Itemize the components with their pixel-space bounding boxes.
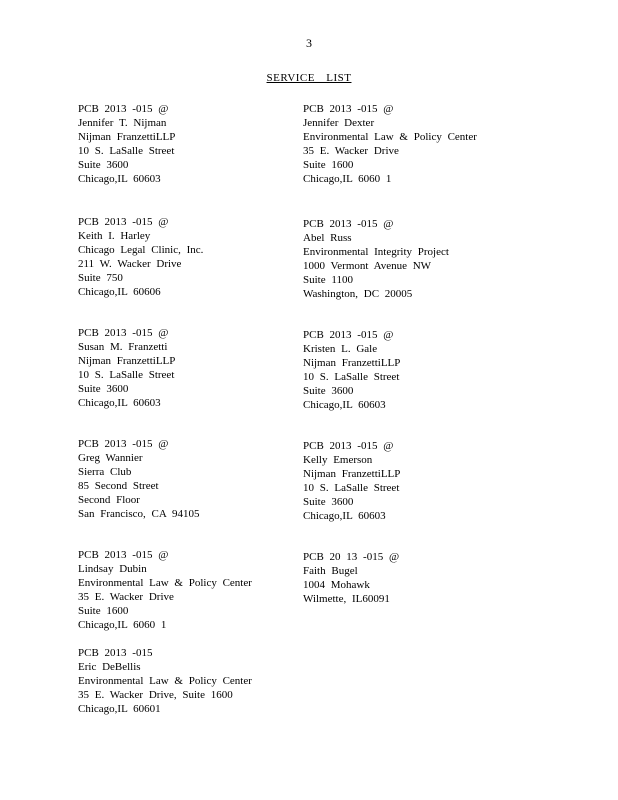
service-entry-line: Jennifer Dexter xyxy=(303,117,375,129)
service-entry-line: Chicago Legal Clinic, Inc. xyxy=(78,244,204,256)
service-entry-line: Chicago,IL 60606 xyxy=(78,286,161,298)
service-entry-line: Faith Bugel xyxy=(303,565,358,577)
service-entry-line: Suite 3600 xyxy=(78,383,129,395)
service-entry-line: Nijman FranzettiLLP xyxy=(78,355,176,367)
service-entry xyxy=(78,548,252,632)
service-entry-line: 1000 Vermont Avenue NW xyxy=(303,260,432,272)
service-entry-line: Nijman FranzettiLLP xyxy=(303,357,401,369)
service-entry-line: PCB 2013 -015 @ xyxy=(303,218,394,230)
service-entry-line: Chicago,IL 60603 xyxy=(303,510,386,522)
service-entry-line: Environmental Law & Policy Center xyxy=(303,131,477,143)
service-entry-line: 85 Second Street xyxy=(78,480,159,492)
service-entry-line: PCB 2013 -015 @ xyxy=(78,216,169,228)
service-entry-line: Chicago,IL 60603 xyxy=(303,399,386,411)
service-entry-line: 10 S. LaSalle Street xyxy=(78,369,175,381)
service-entry-line: Wilmette, IL60091 xyxy=(303,593,390,605)
service-entry-line: Chicago,IL 6060 1 xyxy=(303,173,392,185)
service-entry-line: Chicago,IL 60603 xyxy=(78,397,161,409)
service-entry-line: Environmental Law & Policy Center xyxy=(78,577,252,589)
service-entry-line: PCB 2013 -015 @ xyxy=(78,549,169,561)
page-number: 3 xyxy=(306,36,312,50)
service-entry-line: PCB 2013 -015 @ xyxy=(303,103,394,115)
service-entry-line: PCB 2013 -015 @ xyxy=(78,103,169,115)
service-entry-line: Suite 1100 xyxy=(303,274,353,286)
page-title-text: SERVICE LIST xyxy=(266,72,352,84)
service-entry xyxy=(78,646,252,716)
service-entry-line: Chicago,IL 60603 xyxy=(78,173,161,185)
service-entry xyxy=(303,550,399,606)
service-entry-line: 35 E. Wacker Drive xyxy=(78,591,174,603)
service-entry-line: PCB 2013 -015 xyxy=(78,647,153,659)
service-entry-line: PCB 20 13 -015 @ xyxy=(303,551,400,563)
service-entry-line: Nijman FranzettiLLP xyxy=(78,131,176,143)
service-entry-line: 10 S. LaSalle Street xyxy=(303,482,400,494)
service-entry xyxy=(303,217,449,301)
service-entry-line: PCB 2013 -015 @ xyxy=(78,438,169,450)
service-entry-line: Eric DeBellis xyxy=(78,661,141,673)
service-entry-line: 1004 Mohawk xyxy=(303,579,370,591)
service-entry-line: Chicago,IL 6060 1 xyxy=(78,619,167,631)
service-entry xyxy=(303,439,400,523)
service-entry-line: 35 E. Wacker Drive, Suite 1600 xyxy=(78,689,233,701)
service-entry-line: Washington, DC 20005 xyxy=(303,288,413,300)
service-entry-line: San Francisco, CA 94105 xyxy=(78,508,200,520)
service-entry-line: Suite 3600 xyxy=(303,496,354,508)
service-entry-line: Suite 1600 xyxy=(303,159,354,171)
service-entry-line: Susan M. Franzetti xyxy=(78,341,168,353)
service-entry-line: PCB 2013 -015 @ xyxy=(303,440,394,452)
service-entry-line: Sierra Club xyxy=(78,466,132,478)
service-entry-line: Greg Wannier xyxy=(78,452,143,464)
service-entry-line: Suite 3600 xyxy=(303,385,354,397)
service-entry-line: Abel Russ xyxy=(303,232,352,244)
service-entry xyxy=(78,437,199,521)
service-entry-line: Jennifer T. Nijman xyxy=(78,117,167,129)
service-entry-line: 35 E. Wacker Drive xyxy=(303,145,399,157)
service-entry-line: Suite 1600 xyxy=(78,605,129,617)
service-entry-line: PCB 2013 -015 @ xyxy=(303,329,394,341)
service-entry-line: Lindsay Dubin xyxy=(78,563,147,575)
service-entry-line: Suite 3600 xyxy=(78,159,129,171)
page-title xyxy=(0,72,618,84)
service-entry-line: Second Floor xyxy=(78,494,140,506)
service-entry-line: 211 W. Wacker Drive xyxy=(78,258,182,270)
service-entry-line: PCB 2013 -015 @ xyxy=(78,327,169,339)
service-entry-line: Nijman FranzettiLLP xyxy=(303,468,401,480)
service-entry-line: 10 S. LaSalle Street xyxy=(78,145,175,157)
service-entry xyxy=(303,102,477,186)
service-entry xyxy=(78,215,203,299)
service-entry xyxy=(78,326,175,410)
service-entry xyxy=(303,328,400,412)
service-entry-line: Kristen L. Gale xyxy=(303,343,378,355)
service-entry-line: Chicago,IL 60601 xyxy=(78,703,161,715)
service-entry xyxy=(78,102,175,186)
service-entry-line: 10 S. LaSalle Street xyxy=(303,371,400,383)
service-entry-line: Keith I. Harley xyxy=(78,230,151,242)
service-entry-line: Kelly Emerson xyxy=(303,454,373,466)
service-entry-line: Environmental Law & Policy Center xyxy=(78,675,252,687)
service-entry-line: Environmental Integrity Project xyxy=(303,246,449,258)
service-entry-line: Suite 750 xyxy=(78,272,123,284)
